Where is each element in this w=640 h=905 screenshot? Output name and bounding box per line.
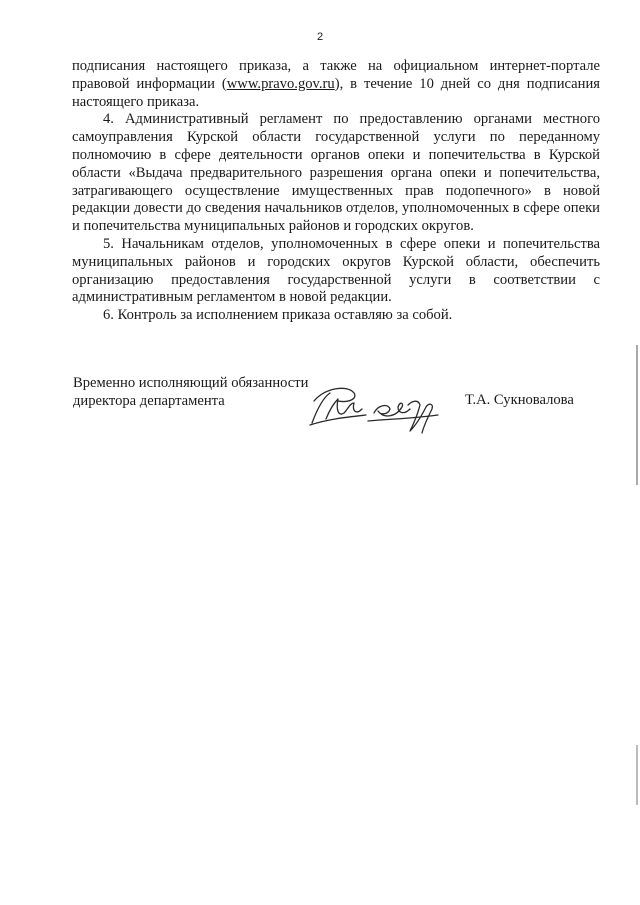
signatory-name: Т.А. Сукновалова (465, 392, 574, 408)
scan-edge-mark (631, 745, 640, 805)
handwritten-signature (308, 379, 458, 439)
signatory-position-line-1: Временно исполняющий обязанности (73, 375, 309, 391)
paragraph-3-text-start: подписания настоящего приказа, а также на официальном интернет-портале правовой информации ( (72, 58, 600, 92)
document-body (72, 58, 600, 325)
signatory-position (73, 374, 308, 410)
page-number: 2 (316, 31, 324, 43)
pravo-gov-link[interactable]: www.pravo.gov.ru (226, 75, 335, 92)
paragraph-4: 4. Административный регламент по предоставлению органами местного самоуправления Курской области государственной услуги по переданному полномочию в сфере деятельности органов опеки и попечительства в Курской области «Выдача предварительного разрешения органа опеки и попечительства, затрагивающего осуществление имущественных прав подопечного» в новой редакции довести до сведения начальников отделов, уполномоченных в сфере опеки и попечительства муниципальных районов и городских округов. (72, 111, 600, 235)
paragraph-3-text-end: ), в течение 10 дней со дня подписания настоящего приказа. (72, 75, 600, 110)
paragraph-5: 5. Начальникам отделов, уполномоченных в сфере опеки и попечительства муниципальных районов и городских округов Курской области, обеспечить организацию предоставления государственной услуги в соответствии с административным регламентом в новой редакции. (72, 235, 600, 306)
signatory-position-line-2: директора департамента (73, 393, 225, 409)
scan-edge-mark (631, 345, 640, 485)
paragraph-3-continuation (72, 58, 600, 111)
paragraph-6: 6. Контроль за исполнением приказа оставляю за собой. (103, 307, 453, 324)
